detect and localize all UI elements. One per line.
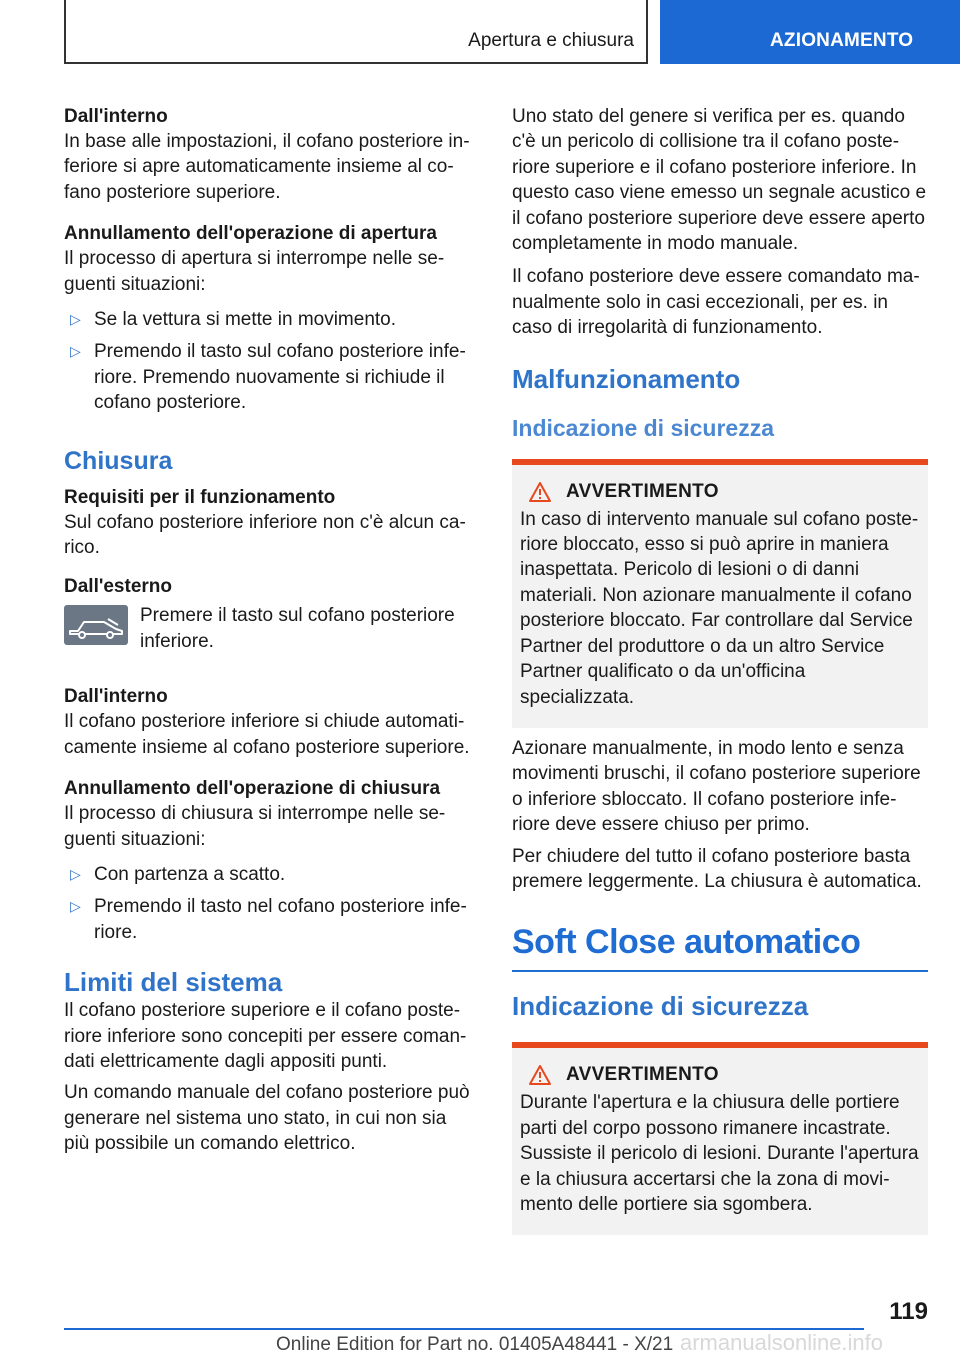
- heading-requisiti: Requisiti per il funzionamento: [64, 486, 336, 508]
- warning-text: Durante l'apertura e la chiusura delle portiere parti del corpo possono rimanere incastrate. Sussiste il pericolo di lesioni. Durante l'apertura e la chiusura accertarsi che la zona di movimento delle portiere sia sgombera.: [520, 1092, 919, 1215]
- list-annull-chiusura: [64, 862, 476, 945]
- warning-text: In caso di intervento manuale sul cofano posteriore bloccato, esso si può aprire in maniera inaspettata. Pericolo di lesioni o di danni materiali. Non azionare manualmente il cofano posteriore bloccato. Far controllare dal Service Partner del produttore o da un altro Service Partner qualificato o da un'officina specializzata.: [520, 508, 919, 708]
- text-annull-apertura: Il processo di apertura si interrompe nelle seguenti situazioni:: [64, 248, 445, 295]
- text-limiti-2: Un comando manuale del cofano posteriore può generare nel sistema uno stato, in cui non sia più possibile un comando elettrico.: [64, 1082, 470, 1155]
- right-column: [512, 104, 928, 1235]
- bullet-triangle-icon: ▷: [70, 343, 81, 360]
- header-title-box: [64, 0, 648, 64]
- heading-indicazione-sicurezza-1: Indicazione di sicurezza: [512, 414, 775, 441]
- heading-soft-close: Soft Close automatico: [512, 923, 861, 962]
- heading-dallinterno-open: Dall'interno: [64, 106, 168, 127]
- text-dallesterno: Premere il tasto sul cofano posteriore inferiore.: [140, 605, 455, 652]
- warning-triangle-icon: [528, 1064, 552, 1086]
- text-requisiti: Sul cofano posteriore inferiore non c'è alcun carico.: [64, 511, 466, 559]
- footer-edition: Online Edition for Part no. 01405A48441 - X/21: [276, 1334, 674, 1355]
- warning-triangle-icon: [528, 481, 552, 503]
- warning-box-1: [512, 459, 928, 728]
- chapter-title: AZIONAMENTO: [770, 30, 914, 51]
- warning-box-2: [512, 1042, 928, 1235]
- watermark: armanualsonline.info: [680, 1330, 884, 1355]
- heading-malfunzionamento: Malfunzionamento: [512, 363, 741, 394]
- list-item: ▷ Se la vettura si mette in movimento.: [64, 307, 476, 332]
- heading-indicazione-sicurezza-2: Indicazione di sicurezza: [512, 991, 809, 1022]
- text-after-warning-1: Azionare manualmente, in modo lento e senza movimenti bruschi, il cofano posteriore superiore o inferiore sbloccato. Il cofano posteriore inferiore deve essere chiuso per primo.: [512, 737, 921, 836]
- header-section-tab: [660, 0, 960, 64]
- heading-limiti: Limiti del sistema: [64, 967, 283, 998]
- left-column: [64, 104, 476, 1157]
- text-annull-chiusura: Il processo di chiusura si interrompe nelle seguenti situazioni:: [64, 803, 446, 850]
- heading-annull-chiusura: Annullamento dell'operazione di chiusura: [64, 778, 441, 800]
- heading-chiusura: Chiusura: [64, 446, 173, 475]
- warning-title: AVVERTIMENTO: [566, 1064, 719, 1086]
- list-item: ▷ Premendo il tasto nel cofano posteriore inferiore.: [70, 896, 467, 943]
- text-after-warning-2: Per chiudere del tutto il cofano posteriore basta premere leggermente. La chiusura è automatica.: [512, 845, 922, 892]
- heading-dallesterno: Dall'esterno: [64, 576, 172, 598]
- text-dallinterno-close: Il cofano posteriore inferiore si chiude automaticamente insieme al cofano posteriore superiore.: [64, 711, 470, 758]
- dallesterno-row: [64, 603, 476, 654]
- bullet-triangle-icon: ▷: [70, 898, 81, 915]
- heading-dallinterno-close: Dall'interno: [64, 686, 168, 708]
- list-item: ▷ Premendo il tasto sul cofano posteriore inferiore. Premendo nuovamente si richiude il cofano posteriore.: [70, 341, 466, 414]
- page-number: 119: [889, 1298, 928, 1325]
- text-dallinterno-open: In base alle impostazioni, il cofano posteriore inferiore si apre automaticamente insieme al cofano posteriore superiore.: [64, 131, 470, 203]
- car-tailgate-icon: [64, 605, 128, 645]
- bullet-triangle-icon: ▷: [70, 865, 81, 882]
- text-limiti-1: Il cofano posteriore superiore e il cofano posteriore inferiore sono concepiti per essere comandati elettricamente dagli appositi punti.: [64, 1000, 467, 1072]
- list-item: ▷ Con partenza a scatto.: [64, 862, 476, 887]
- heading-annull-apertura: Annullamento dell'operazione di apertura: [64, 223, 437, 245]
- list-annull-apertura: [64, 307, 476, 416]
- text-intro-2: Il cofano posteriore deve essere comandato manualmente solo in casi eccezionali, per es. in caso di irregolarità di funzionamento.: [512, 266, 920, 339]
- bullet-triangle-icon: ▷: [70, 311, 81, 328]
- text-intro-1: Uno stato del genere si verifica per es. quando c'è un pericolo di collisione tra il cofano posteriore superiore e il cofano posteriore inferiore. In questo caso viene emesso un segnale acustico e il cofano posteriore superiore deve essere aperto completamente in modo manuale.: [512, 106, 927, 255]
- warning-title: AVVERTIMENTO: [566, 480, 719, 502]
- page-section-title: Apertura e chiusura: [468, 30, 634, 51]
